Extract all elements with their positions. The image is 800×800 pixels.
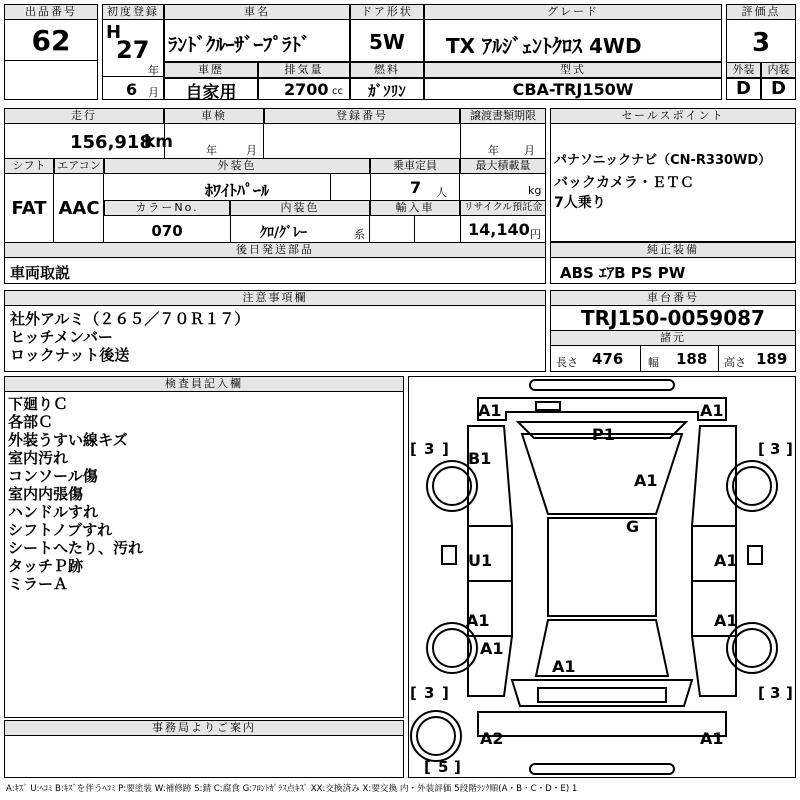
width: 188 [676, 350, 708, 368]
rear-plate-shape [538, 688, 666, 702]
int-label: 内装 [761, 62, 796, 78]
interior-unit: 系 [354, 228, 365, 241]
inspector-line: ハンドルすれ [8, 503, 99, 521]
score: 3 [751, 28, 771, 58]
interior-label: 内装色 [230, 200, 370, 216]
color: ﾎﾜｲﾄﾊﾟｰﾙ [204, 181, 269, 200]
spare-tire-icon [411, 711, 461, 761]
fuel-label: 燃料 [350, 62, 424, 78]
inspector-line: タッチＰ跡 [8, 557, 84, 575]
later-parts: 車両取説 [10, 264, 71, 282]
windshield-shape [522, 434, 682, 514]
colorno-label: カラーNo. [104, 200, 230, 216]
right-mirror-shape [748, 546, 762, 564]
import-cell-split [414, 216, 415, 242]
inspector-line: 室内汚れ [8, 449, 69, 467]
mark-a1-front-left: A1 [478, 401, 502, 420]
mark-b1: B1 [468, 449, 492, 468]
chassis-label: 車台番号 [550, 290, 796, 306]
shift: FAT [11, 198, 47, 219]
mark-a1-roof: A1 [552, 657, 576, 676]
svg-text:[: [ [410, 684, 417, 702]
tire-fl-icon [427, 461, 477, 511]
mark-a1-right-door: A1 [714, 551, 738, 570]
tire-fl-depth: 3 [424, 440, 435, 458]
model-label: 型式 [424, 62, 722, 78]
inspector-line: 室内内張傷 [8, 485, 84, 503]
fuel: ｶﾞｿﾘﾝ [368, 82, 406, 100]
mark-a1-front-right: A1 [700, 401, 724, 420]
score-label: 評価点 [726, 4, 796, 20]
height: 189 [756, 350, 788, 368]
inspector-label: 検査員記入欄 [4, 376, 404, 392]
front-grille-shape [536, 402, 560, 410]
ac: AAC [58, 198, 100, 219]
color-label: 外装色 [104, 158, 370, 174]
svg-text:]: ] [442, 684, 449, 702]
load-label: 最大積載量 [460, 158, 546, 174]
lot-divider [4, 60, 98, 61]
tire-rl-icon [427, 623, 477, 673]
displacement: 2700 [284, 80, 329, 99]
rear-corner-shape [478, 712, 726, 736]
tire-fr-depth: 3 [770, 440, 781, 458]
inspector-line: シートへたり、汚れ [8, 539, 144, 557]
svg-text:[: [ [758, 440, 765, 458]
mark-a1-right-front: A1 [714, 611, 738, 630]
inspector-line: ミラーＡ [8, 575, 69, 593]
inspection-year: 年 [206, 144, 217, 157]
office-label: 事務局よりご案内 [4, 720, 404, 736]
svg-text:[: [ [758, 684, 765, 702]
mileage-unit: km [144, 132, 174, 152]
colorno: 070 [151, 222, 183, 240]
lot-number: 62 [31, 24, 71, 57]
history-label: 車歴 [164, 62, 258, 78]
width-label: 幅 [648, 356, 659, 369]
svg-text:]: ] [454, 758, 461, 776]
color-cell-split [330, 174, 331, 200]
history: 自家用 [185, 83, 237, 103]
car-name: ﾗﾝﾄﾞｸﾙｰｻﾞｰﾌﾟﾗﾄﾞ [168, 34, 311, 56]
equipment: ABS ｴｱB PS PW [560, 264, 686, 282]
svg-text:]: ] [786, 684, 793, 702]
year: 27 [116, 36, 150, 64]
inspection-label: 車検 [164, 108, 264, 124]
car-diagram [408, 376, 796, 778]
car-name-label: 車名 [164, 4, 350, 20]
caution-label: 注意事項欄 [4, 290, 546, 306]
dims-label: 諸元 [550, 330, 796, 346]
reg-label: 登録番号 [264, 108, 460, 124]
inspector-line: 各部Ｃ [8, 413, 54, 431]
inspection-month: 月 [246, 144, 257, 157]
recycle-unit: 円 [530, 228, 541, 241]
later-label: 後日発送部品 [4, 242, 546, 258]
recycle-label: リサイクル預託金 [460, 200, 546, 216]
capacity-unit: 人 [436, 186, 447, 199]
roof-shape [548, 518, 656, 616]
front-bumper-shape [530, 380, 674, 390]
tire-rr-depth: 3 [770, 684, 781, 702]
sales-label: セールスポイント [550, 108, 796, 124]
dims-split-1 [640, 346, 641, 372]
year-unit: 年 [148, 64, 159, 77]
model: CBA-TRJ150W [512, 80, 634, 99]
capacity-label: 乗車定員 [370, 158, 460, 174]
displacement-label: 排気量 [258, 62, 350, 78]
ac-label: エアコン [54, 158, 104, 174]
svg-text:]: ] [442, 440, 449, 458]
door-type: 5W [369, 30, 405, 54]
equipment-label: 純正装備 [550, 242, 796, 258]
front-end-shape [478, 398, 726, 420]
mark-g: G [626, 517, 640, 536]
transfer-year: 年 [488, 144, 499, 157]
chassis-number: TRJ150-0059087 [581, 306, 765, 330]
sales-line: 7人乗り [554, 195, 606, 211]
grade-label: グレード [424, 4, 722, 20]
mark-a2: A2 [480, 729, 504, 748]
caution-line: 社外アルミ（２６５／７０Ｒ１７） [10, 310, 250, 328]
capacity: 7 [410, 178, 422, 197]
svg-text:[: [ [424, 758, 431, 776]
transfer-month: 月 [524, 144, 535, 157]
recycle: 14,140 [468, 220, 530, 239]
mark-a1-left-front: A1 [466, 611, 490, 630]
shift-label: シフト [4, 158, 54, 174]
dims-split-2 [718, 346, 719, 372]
length-label: 長さ [556, 356, 578, 369]
sales-line: パナソニックナビ（CN-R330WD） [554, 153, 772, 168]
import-label: 輸入車 [370, 200, 460, 216]
int-grade: D [771, 78, 786, 99]
grade: TX ｱﾙｼﾞｪﾝﾄｸﾛｽ 4WD [446, 34, 642, 58]
month-unit: 月 [148, 86, 159, 99]
sales-lines [554, 152, 771, 212]
sales-line: バックカメラ・ＥＴＣ [554, 175, 694, 191]
ext-grade: D [736, 78, 751, 99]
tire-rl-depth: 3 [424, 684, 435, 702]
rear-bumper-shape [530, 764, 674, 774]
mileage-label: 走行 [4, 108, 164, 124]
spare-tire-depth: 5 [438, 758, 449, 776]
inspector-line: 外装うすい線キズ [8, 431, 128, 449]
mark-a1-left-wheel: A1 [480, 639, 504, 658]
lot-label: 出品番号 [4, 4, 98, 20]
inspector-line: コンソール傷 [8, 467, 98, 485]
inspector-lines [8, 395, 143, 593]
length: 476 [592, 350, 624, 368]
door-label: ドア形状 [350, 4, 424, 20]
ext-label: 外装 [726, 62, 761, 78]
displacement-unit: cc [332, 86, 343, 97]
left-mirror-shape [442, 546, 456, 564]
caution-lines [10, 310, 249, 364]
tire-fr-icon [727, 461, 777, 511]
transfer-label: 譲渡書類期限 [460, 108, 546, 124]
load-unit: kg [528, 184, 542, 197]
interior: ｸﾛ/ｸﾞﾚｰ [260, 225, 308, 241]
inspector-line: 下廻りＣ [8, 395, 69, 413]
inspector-line: シフトノブすれ [8, 521, 113, 539]
tire-rr-icon [727, 623, 777, 673]
caution-line: ヒッチメンバー [10, 328, 113, 346]
height-label: 高さ [724, 356, 746, 369]
svg-text:]: ] [786, 440, 793, 458]
mark-u1: U1 [468, 551, 493, 570]
first-reg-label: 初度登録 [102, 4, 164, 20]
era: H [106, 22, 122, 43]
mileage: 156,918 [70, 132, 152, 153]
svg-text:[: [ [410, 440, 417, 458]
mark-a1-hood: A1 [634, 471, 658, 490]
mark-p1: P1 [592, 425, 615, 444]
month: 6 [126, 80, 138, 99]
caution-line: ロックナット後送 [10, 346, 130, 364]
mark-a1-rear: A1 [700, 729, 724, 748]
first-reg-divider [102, 76, 164, 77]
legend: A:ｷｽﾞ U:ﾍｺﾐ B:ｷｽﾞを伴うﾍｺﾐ P:要塗装 W:補修跡 S:錆 C:腐食 G:ﾌﾛﾝﾄｶﾞﾗｽ点ｷｽﾞ XX:交換済み X:要交換 内・外装評価 5段階ﾗﾝｸ順(A・B・C・D・E) 1 [6, 784, 578, 794]
